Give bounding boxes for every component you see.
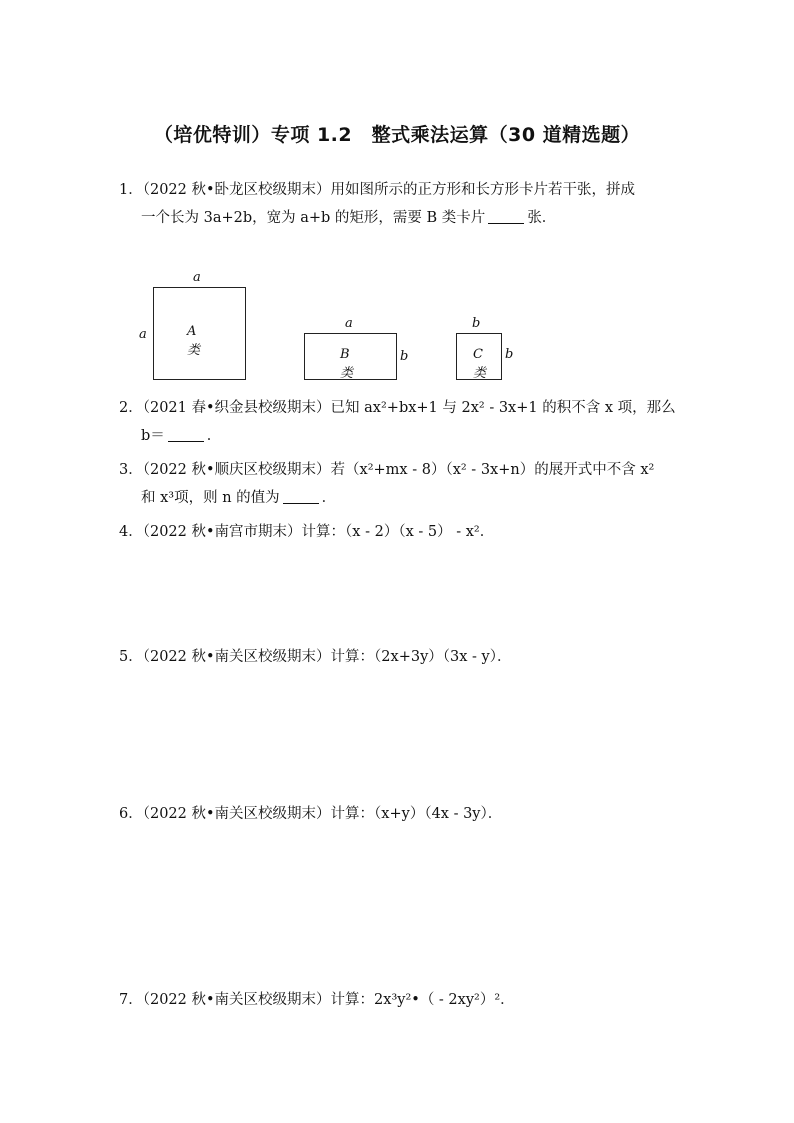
question-number: 5． bbox=[119, 649, 143, 665]
question-text: 计算：2x³y²•（ - 2xy²）²． bbox=[330, 992, 515, 1008]
question-text-line2: 一个长为 3a+2b，宽为 a+b 的矩形，需要 B 类卡片 bbox=[141, 210, 486, 226]
question-number: 4． bbox=[119, 524, 143, 540]
question-text: 已知 ax²+bx+1 与 2x² - 3x+1 的积不含 x 项，那么 bbox=[330, 400, 676, 416]
question-text: 计算：（x - 2）（x - 5） - x²． bbox=[301, 524, 495, 540]
question-source: （2021 春•织金县校级期末） bbox=[142, 400, 331, 416]
question-1 bbox=[119, 176, 679, 232]
card-a-name: A类 bbox=[187, 324, 201, 358]
question-source: （2022 秋•顺庆区校级期末） bbox=[142, 462, 331, 478]
card-c-top-label: b bbox=[472, 316, 481, 331]
answer-blank[interactable] bbox=[168, 425, 204, 442]
question-number: 1． bbox=[119, 182, 143, 198]
question-source: （2022 秋•南关区校级期末） bbox=[142, 806, 331, 822]
page-title: （培优特训）专项 1.2 整式乘法运算（30 道精选题） bbox=[153, 124, 641, 146]
answer-blank[interactable] bbox=[283, 487, 319, 504]
question-tail: ． bbox=[206, 428, 222, 444]
question-4 bbox=[119, 518, 679, 546]
question-3 bbox=[119, 456, 679, 512]
question-tail: ． bbox=[321, 490, 337, 506]
question-number: 3． bbox=[119, 462, 143, 478]
question-7 bbox=[119, 986, 679, 1014]
card-b-top-label: a bbox=[345, 316, 353, 331]
card-a-side-label: a bbox=[139, 327, 147, 342]
question-6 bbox=[119, 800, 679, 828]
question-tail: 张． bbox=[527, 210, 557, 226]
question-source: （2022 秋•南关区校级期末） bbox=[142, 992, 331, 1008]
question-source: （2022 秋•南宫市期末） bbox=[142, 524, 302, 540]
card-b-name: B类 bbox=[340, 347, 354, 381]
question-text: 计算：（x+y）（4x - 3y）． bbox=[330, 806, 503, 822]
question-number: 7． bbox=[119, 992, 143, 1008]
card-b-side-label: b bbox=[400, 349, 409, 364]
question-number: 2． bbox=[119, 400, 143, 416]
question-source: （2022 秋•卧龙区校级期末） bbox=[142, 182, 331, 198]
question-number: 6． bbox=[119, 806, 143, 822]
answer-blank[interactable] bbox=[488, 207, 524, 224]
question-source: （2022 秋•南关区校级期末） bbox=[142, 649, 331, 665]
question-text: 用如图所示的正方形和长方形卡片若干张，拼成 bbox=[330, 182, 636, 198]
question-text-line2: b＝ bbox=[141, 428, 165, 444]
question-5 bbox=[119, 643, 679, 671]
question-text-line2: 和 x³项，则 n 的值为 bbox=[141, 490, 280, 506]
question-2 bbox=[119, 394, 679, 450]
card-c-side-label: b bbox=[505, 347, 514, 362]
question-text: 计算：（2x+3y）（3x - y）． bbox=[330, 649, 512, 665]
question-text: 若（x²+mx - 8）（x² - 3x+n）的展开式中不含 x² bbox=[330, 462, 655, 478]
card-a-top-label: a bbox=[193, 270, 201, 285]
card-c-name: C类 bbox=[473, 347, 487, 381]
